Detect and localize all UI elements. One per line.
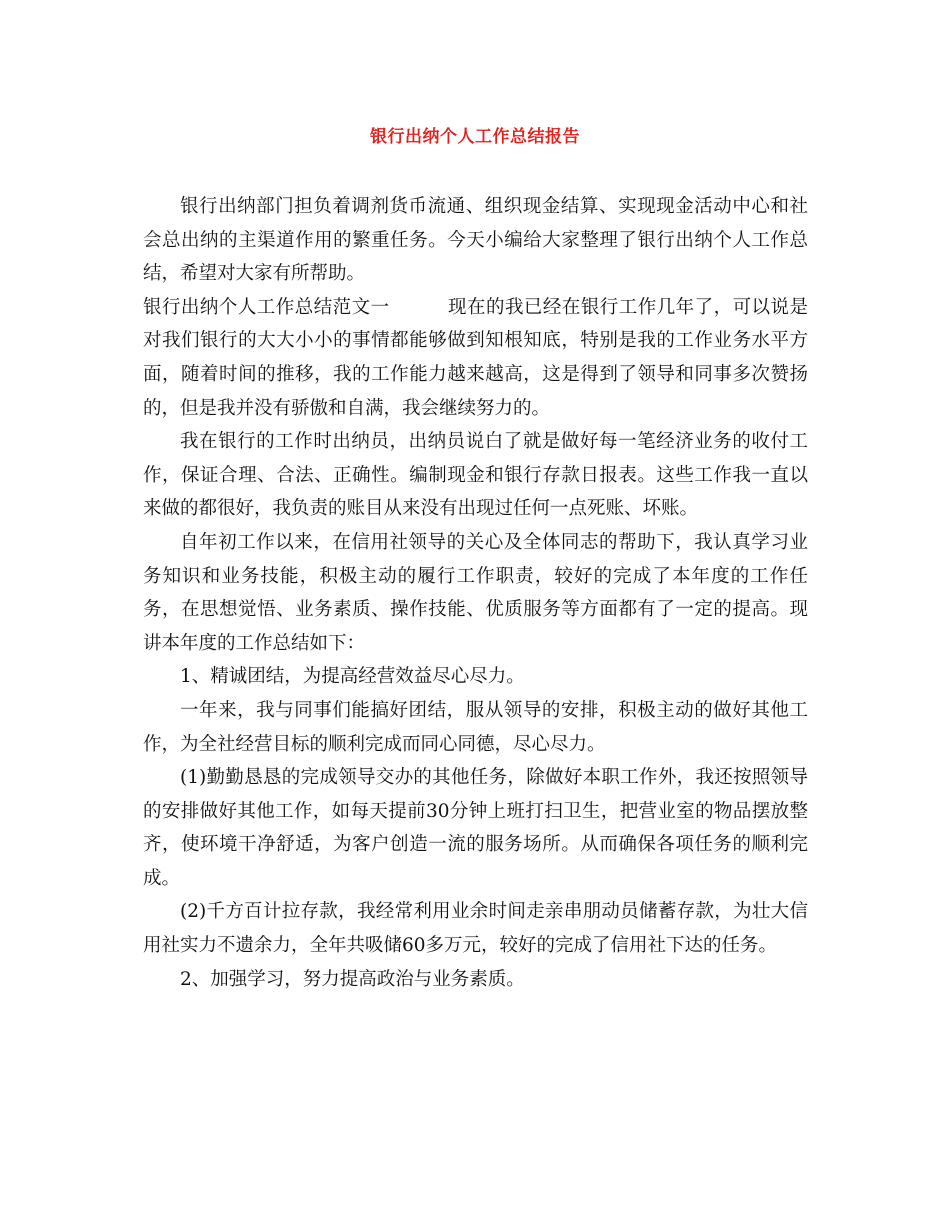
section-heading: 1、精诚团结，为提高经营效益尽心尽力。 (180, 666, 525, 688)
sample-paragraph (143, 291, 808, 425)
body-paragraph: 我在银行的工作时出纳员，出纳员说白了就是做好每一笔经济业务的收付工作，保证合理、合法、正确性。编制现金和银行存款日报表。这些工作我一直以来做的都很好，我负责的账目从来没有出现过任何一点死账、坏账。 (143, 431, 808, 520)
section-heading: 2、加强学习，努力提高政治与业务素质。 (180, 968, 525, 990)
sample-heading: 银行出纳个人工作总结范文一 (143, 296, 390, 318)
body-paragraph: 一年来，我与同事们能搞好团结，服从领导的安排，积极主动的做好其他工作，为全社经营目标的顺利完成而同心同德，尽心尽力。 (143, 699, 808, 755)
document-body (143, 190, 808, 996)
intro-paragraph: 银行出纳部门担负着调剂货币流通、组织现金结算、实现现金活动中心和社会总出纳的主渠道作用的繁重任务。今天小编给大家整理了银行出纳个人工作总结，希望对大家有所帮助。 (143, 196, 808, 285)
sample-first-text: 现在的我已经在银行工作几年了，可以说是对我们银行的大大小小的事情都能够做到知根知底，特别是我的工作业务水平方面，随着时间的推移，我的工作能力越来越高，这是得到了领导和同事多次赞扬的，但是我并没有骄傲和自满，我会继续努力的。 (143, 296, 808, 419)
body-paragraph: 自年初工作以来，在信用社领导的关心及全体同志的帮助下，我认真学习业务知识和业务技能，积极主动的履行工作职责，较好的完成了本年度的工作任务，在思想觉悟、业务素质、操作技能、优质服务等方面都有了一定的提高。现讲本年度的工作总结如下： (143, 531, 808, 654)
body-paragraph: (2)千方百计拉存款，我经常利用业余时间走亲串朋动员储蓄存款，为壮大信用社实力不遗余力，全年共吸储60多万元，较好的完成了信用社下达的任务。 (143, 901, 808, 957)
body-paragraph: (1)勤勤恳恳的完成领导交办的其他任务，除做好本职工作外，我还按照领导的安排做好其他工作，如每天提前30分钟上班打扫卫生，把营业室的物品摆放整齐，使环境干净舒适，为客户创造一流的服务场所。从而确保各项任务的顺利完成。 (143, 767, 808, 889)
document-title: 银行出纳个人工作总结报告 (370, 127, 580, 147)
